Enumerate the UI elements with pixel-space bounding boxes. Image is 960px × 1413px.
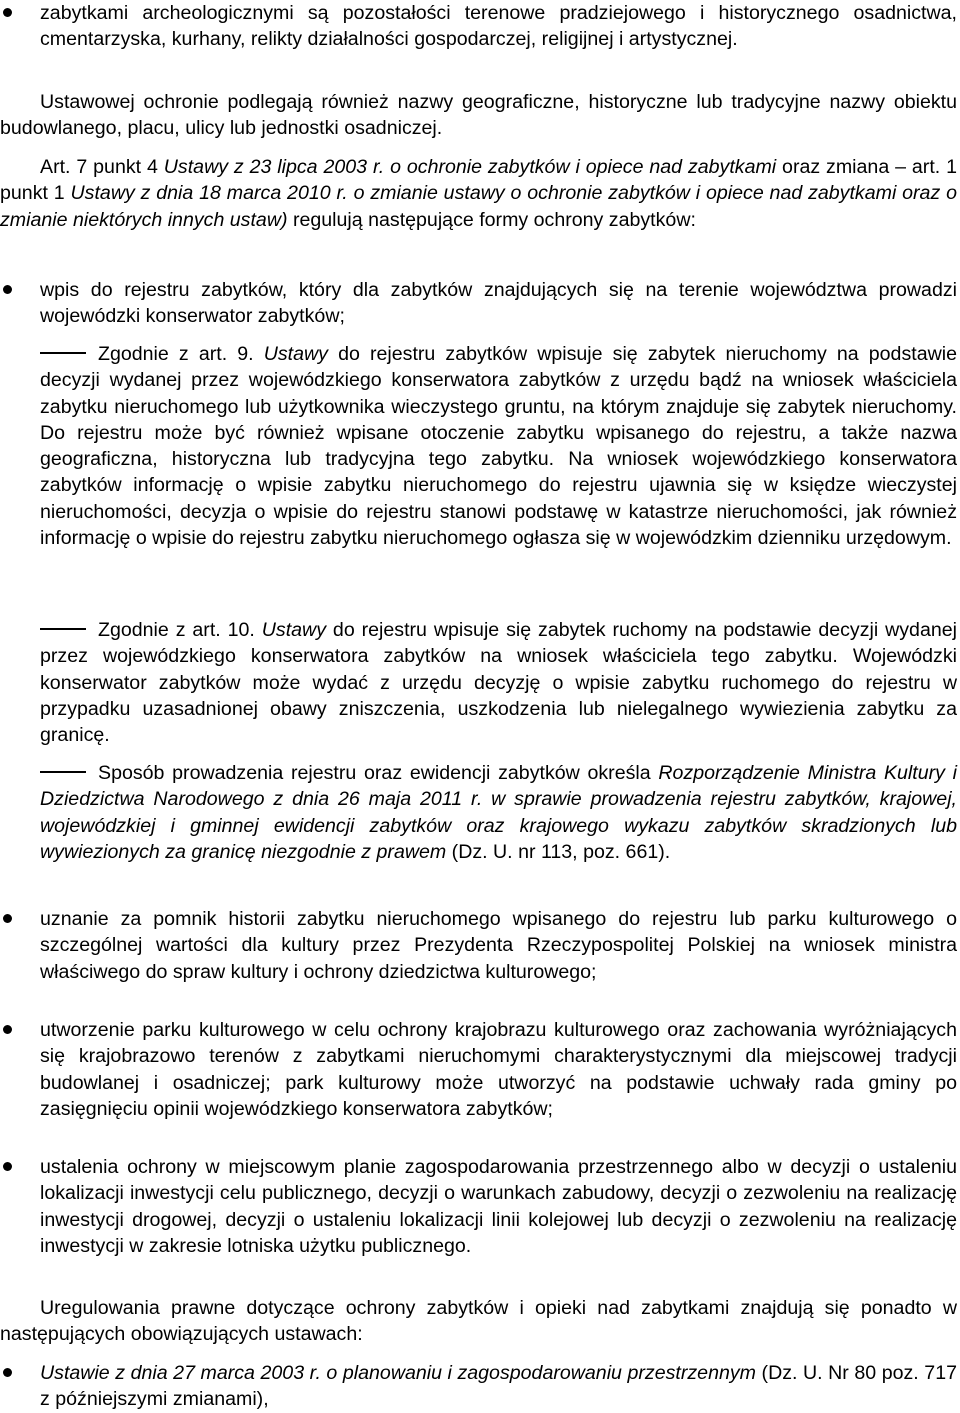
note-register-method bbox=[40, 760, 957, 865]
law-reference-planning: Ustawie z dnia 27 marca 2003 r. o planowaniu i zagospodarowaniu przestrzennym bbox=[40, 1362, 756, 1384]
law-reference: Ustawy bbox=[263, 343, 328, 365]
bullet-culture-park: utworzenie parku kulturowego w celu ochrony krajobrazu kulturowego oraz zachowania wyróżniających się krajobrazowo terenów z zabytkami nieruchomymi charakterystycznymi dla miejscowej tradycji budowlanej i osadniczej; park kulturowy może utworzyć na podstawie uchwały rada gminy po zasięgnięciu opinii wojewódzkiego konserwatora zabytków; bbox=[40, 1019, 957, 1120]
note-text: do rejestru zabytków wpisuje się zabytek nieruchomy na podstawie decyzji wydanej przez wojewódzkiego konserwatora zabytków z urzędu bądź na wniosek właściciela zabytku nieruchomego lub użytkownika wieczystego gruntu, na którym znajduje się zabytek nieruchomy. Do rejestru może być również wpisane otoczenie zabytku wpisanego do rejestru, a także nazwa geograficzna, historyczna lub tradycyjna tego zabytku. Na wniosek wojewódzkiego konserwatora zabytków informację o wpisie zabytku nieruchomego do rejestru ujawnia się w księdze wieczystej nieruchomości, decyzja o wpisie do rejestru stanowi podstawę w katastrze nieruchomości, jak również informację o wpisie do rejestru zabytku nieruchomego ogłasza się w wojewódzkim dzienniku urzędowym. bbox=[40, 343, 957, 550]
note-art10 bbox=[40, 617, 957, 748]
paragraph-intro-continuation: zabytkami archeologicznymi są pozostałości terenowe pradziejowego i historycznego osadnictwa, cmentarzyska, kurhany, relikty działalności gospodarczej, religijnej i artystycznej. bbox=[40, 2, 957, 51]
dash-mark bbox=[40, 352, 86, 354]
dash-mark bbox=[40, 628, 86, 630]
paragraph-art7 bbox=[0, 154, 957, 233]
note-text: Sposób prowadzenia rejestru oraz ewidencji zabytków określa bbox=[98, 762, 659, 784]
bullet-dot bbox=[3, 1162, 12, 1171]
note-text: Zgodnie z art. 9. bbox=[98, 343, 264, 365]
law-reference-2003: Ustawy z 23 lipca 2003 r. o ochronie zabytków i opiece nad zabytkami bbox=[163, 156, 777, 178]
bullet-dot bbox=[3, 1368, 12, 1377]
law-citation: (Dz. U. Nr 80 poz. 717 z późniejszymi zmianami), bbox=[40, 1362, 957, 1411]
note-text: (Dz. U. nr 113, poz. 661). bbox=[446, 840, 671, 863]
law-reference: Ustawy bbox=[261, 619, 327, 641]
paragraph-names-protection: Ustawowej ochronie podlegają również nazwy geograficzne, historyczne lub tradycyjne nazwy obiektu budowlanego, placu, ulicy lub jednostki osadniczej. bbox=[0, 91, 957, 140]
art7-text: regulują następujące formy ochrony zabytków: bbox=[287, 208, 696, 231]
bullet-dot bbox=[3, 285, 12, 294]
bullet-dot bbox=[3, 1025, 12, 1034]
note-text: Zgodnie z art. 10. bbox=[98, 619, 262, 641]
art7-text: oraz zmiana – art. 1 punkt 1 bbox=[0, 156, 957, 205]
bullet-planning-law bbox=[40, 1360, 957, 1413]
law-reference-2010: Ustawy z dnia 18 marca 2010 r. o zmianie ustawy o ochronie zabytków i opiece nad zabytkami oraz o zmianie niektórych innych ustaw) bbox=[0, 182, 957, 231]
bullet-spatial-plan: ustalenia ochrony w miejscowym planie zagospodarowania przestrzennego albo w decyzji o ustaleniu lokalizacji inwestycji celu publicznego, decyzji o warunkach zabudowy, decyzji o zezwoleniu na realizację inwestycji drogowej, decyzji o ustaleniu lokalizacji linii kolejowej lub decyzji o zezwoleniu na realizację inwestycji w zakresie lotniska użytku publicznego. bbox=[40, 1156, 957, 1257]
bullet-dot bbox=[3, 914, 12, 923]
dash-mark bbox=[40, 771, 86, 773]
bullet-dot bbox=[3, 8, 12, 17]
note-text: do rejestru wpisuje się zabytek ruchomy na podstawie decyzji wydanej przez wojewódzkiego konserwatora zabytków na wniosek właściciela tego zabytku. Wojewódzki konserwator zabytków może wydać z urzędu decyzję o wpisie zabytku ruchomego do rejestru w przypadku uzasadnionej obawy zniszczenia, uszkodzenia lub nielegalnego wywiezienia zabytku za granicę. bbox=[40, 619, 957, 747]
regulation-reference: Rozporządzenie Ministra Kultury i Dziedzictwa Narodowego z dnia 26 maja 2011 r. w sprawie prowadzenia rejestru zabytków, krajowej, wojewódzkiej i gminnej ewidencji zabytków oraz krajowego wykazu zabytków skradzionych lub wywiezionych za granicę niezgodnie z prawem bbox=[40, 762, 957, 863]
note-art9 bbox=[40, 341, 957, 551]
paragraph-regulations: Uregulowania prawne dotyczące ochrony zabytków i opieki nad zabytkami znajdują się ponadto w następujących obowiązujących ustawach: bbox=[0, 1297, 957, 1346]
bullet-monument: uznanie za pomnik historii zabytku nieruchomego wpisanego do rejestru lub parku kulturowego o szczególnej wartości dla kultury przez Prezydenta Rzeczypospolitej Polskiej na wniosek ministra właściwego do spraw kultury i ochrony dziedzictwa kulturowego; bbox=[40, 908, 957, 983]
art7-text: Art. 7 punkt 4 bbox=[40, 156, 164, 178]
bullet-register: wpis do rejestru zabytków, który dla zabytków znajdujących się na terenie województwa prowadzi wojewódzki konserwator zabytków; bbox=[40, 279, 957, 328]
